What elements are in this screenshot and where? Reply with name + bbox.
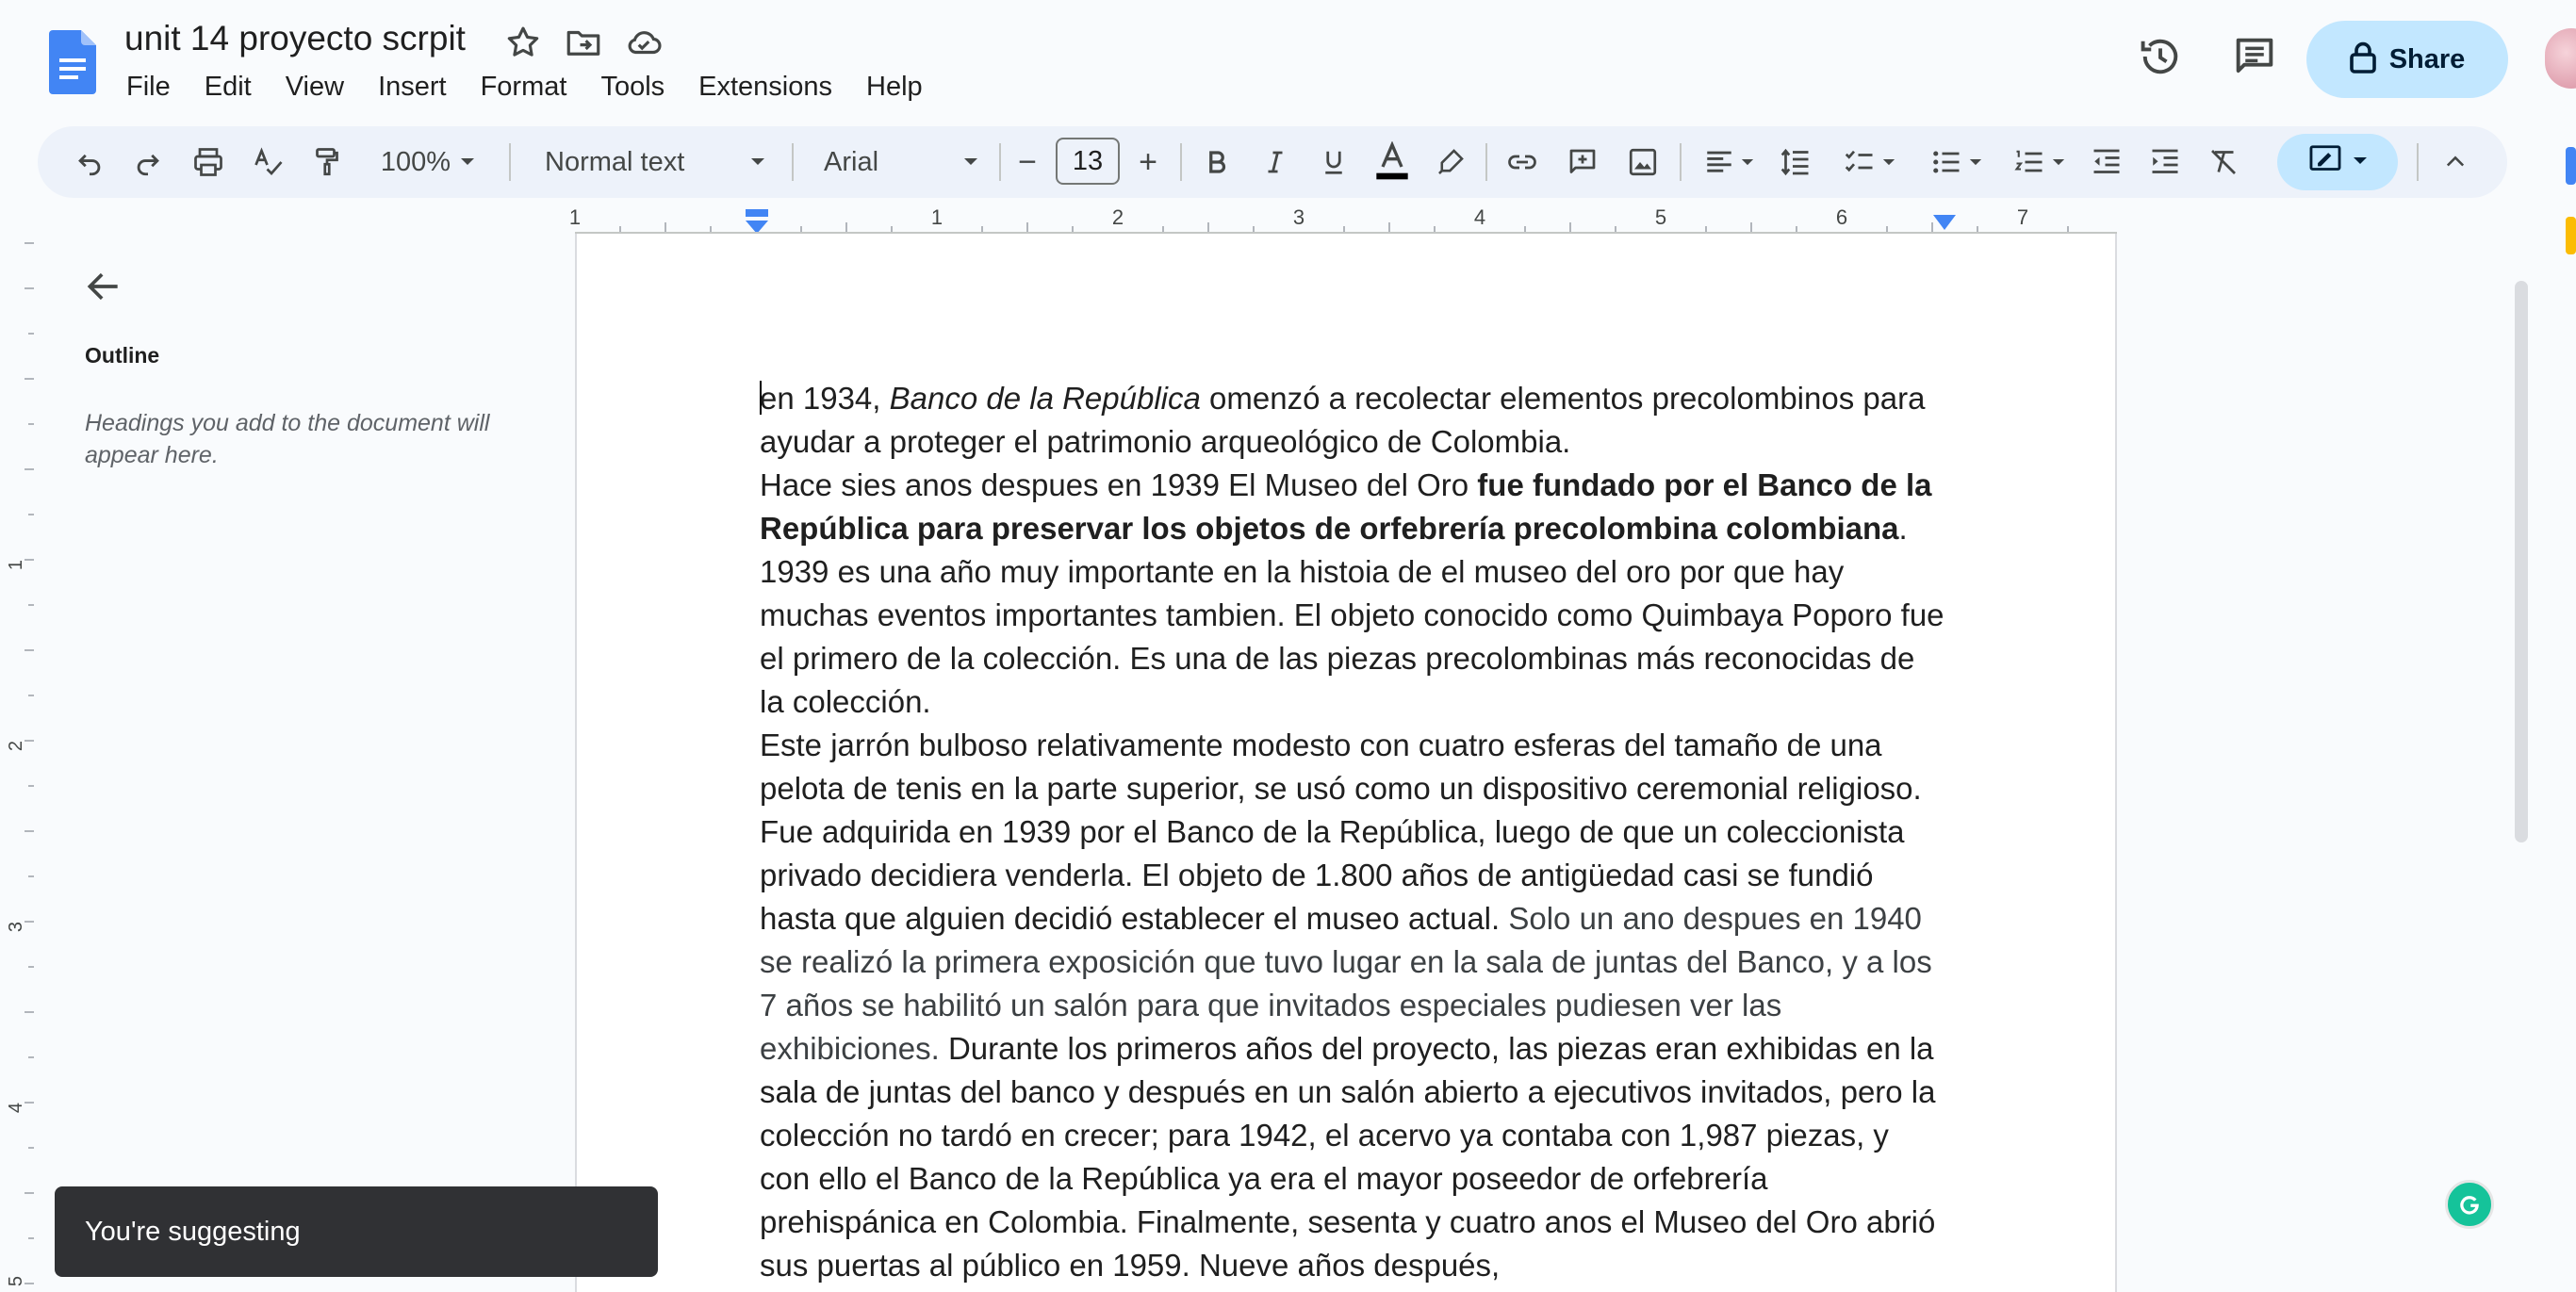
numbered-list-icon <box>2012 145 2046 179</box>
bulleted-list-icon <box>1929 145 1963 179</box>
vruler-mark: 3 <box>6 921 27 933</box>
insert-image-icon[interactable] <box>1619 136 1666 188</box>
decrease-indent-icon[interactable] <box>2083 136 2130 188</box>
chevron-down-icon <box>1741 158 1754 167</box>
toolbar-divider <box>1680 143 1682 181</box>
chevron-down-icon <box>1969 158 1982 167</box>
horizontal-ruler[interactable] <box>568 202 2117 234</box>
scrollbar-thumb[interactable] <box>2515 281 2528 842</box>
ruler-mark: 5 <box>1654 205 1667 229</box>
vruler-mark: 4 <box>6 1102 27 1114</box>
vruler-mark: 1 <box>6 559 27 571</box>
numbered-list-select[interactable] <box>1998 136 2079 188</box>
toolbar-divider <box>2417 143 2419 181</box>
menu-view[interactable]: View <box>285 72 345 102</box>
star-icon[interactable] <box>503 23 543 62</box>
zoom-value: 100% <box>380 146 451 177</box>
paragraph-text: en 1934, <box>760 381 890 416</box>
text-color-icon[interactable] <box>1369 136 1416 188</box>
avatar[interactable] <box>2545 28 2576 89</box>
toast-text: You're suggesting <box>85 1216 301 1247</box>
chevron-down-icon <box>963 157 978 167</box>
chevron-down-icon <box>1882 158 1895 167</box>
hide-menus-icon[interactable] <box>2432 136 2479 188</box>
increase-indent-icon[interactable] <box>2141 136 2189 188</box>
increase-font-size-button[interactable] <box>1129 136 1167 188</box>
font-size-input[interactable]: 13 <box>1056 138 1120 185</box>
menu-extensions[interactable]: Extensions <box>698 72 832 102</box>
docs-logo-icon[interactable] <box>49 30 96 94</box>
comments-icon[interactable] <box>2230 32 2279 81</box>
document-body[interactable] <box>760 377 1947 1287</box>
vruler-ticks <box>0 234 38 1292</box>
grammarly-icon[interactable] <box>2445 1180 2494 1229</box>
line-spacing-icon[interactable] <box>1772 136 1819 188</box>
menu-format[interactable]: Format <box>480 72 567 102</box>
paragraph-text: Hace sies anos despues en 1939 El Museo del Oro <box>760 467 1478 502</box>
chevron-down-icon <box>2353 154 2368 171</box>
chevron-down-icon <box>750 157 765 167</box>
menu-file[interactable]: File <box>126 72 171 102</box>
move-folder-icon[interactable] <box>564 23 603 62</box>
menu-bar <box>109 70 940 109</box>
menu-insert[interactable]: Insert <box>378 72 447 102</box>
toolbar-divider <box>1180 143 1182 181</box>
cloud-status-icon[interactable] <box>624 23 664 62</box>
italic-text: Banco de la República <box>889 381 1201 416</box>
zoom-select[interactable] <box>369 136 486 188</box>
highlight-color-icon[interactable] <box>1427 136 1474 188</box>
checklist-select[interactable] <box>1829 136 1910 188</box>
lock-icon <box>2350 41 2376 78</box>
bold-text: fue fundado por el Banco de la República para preservar los objetos de orfebrería precolombina colombiana <box>760 467 1932 546</box>
toolbar-divider <box>509 143 511 181</box>
toolbar-divider <box>792 143 794 181</box>
side-panel-calendar-icon[interactable] <box>2566 147 2576 185</box>
redo-icon[interactable] <box>124 136 172 188</box>
suggesting-mode-icon <box>2307 142 2343 183</box>
vertical-ruler[interactable] <box>0 234 38 1292</box>
document-title[interactable]: unit 14 proyecto scrpit <box>124 19 466 57</box>
paragraph-text: Durante los primeros años del proyecto, las piezas eran exhibidas en la sala de juntas del banco y después en un salón abierto a ejecutivos invitados, pero la colección no tardó en crecer; para 1942, el acervo ya contaba con 1,987 piezas, y con ello el Banco de la República ya era el mayor poseedor de orfebrería prehispánica en Colombia. Finalmente, sesenta y cuatro anos el Museo del Oro abrió sus puertas al público en 1959. Nueve años después, <box>760 1031 1936 1283</box>
underline-icon[interactable] <box>1310 136 1357 188</box>
ruler-mark: 7 <box>2016 205 2029 229</box>
paragraph-text: Este jarrón bulboso relativamente modesto con cuatro esferas del tamaño de una pelota de tenis en la parte superior, se usó como un dispositivo ceremonial religioso. Fue adquirida en 1939 por el Banco de la República, luego de que un coleccionista privado decidiera venderla. El objeto de 1.800 años de antigüedad casi se fundió hasta que alguien decidió establecer el museo actual. <box>760 728 1922 936</box>
chevron-down-icon <box>460 157 475 167</box>
insert-link-icon[interactable] <box>1499 136 1546 188</box>
bulleted-list-select[interactable] <box>1915 136 1996 188</box>
add-comment-icon[interactable] <box>1559 136 1606 188</box>
outline-title: Outline <box>85 343 160 368</box>
paint-format-icon[interactable] <box>304 136 351 188</box>
ruler-mark: 1 <box>568 205 582 229</box>
align-select[interactable] <box>1693 136 1764 188</box>
undo-icon[interactable] <box>66 136 113 188</box>
vruler-mark: 2 <box>6 740 27 752</box>
editing-mode-select[interactable] <box>2277 134 2398 190</box>
ruler-mark: 1 <box>930 205 943 229</box>
ruler-mark: 6 <box>1835 205 1848 229</box>
bold-icon[interactable] <box>1193 136 1240 188</box>
italic-icon[interactable] <box>1252 136 1299 188</box>
version-history-icon[interactable] <box>2136 32 2185 81</box>
vruler-mark: 5 <box>6 1275 27 1287</box>
suggesting-toast <box>55 1186 658 1277</box>
font-family-value: Arial <box>824 146 879 177</box>
font-family-select[interactable] <box>816 136 986 188</box>
close-outline-arrow-icon[interactable] <box>83 266 124 307</box>
paragraph[interactable] <box>760 464 1947 724</box>
menu-help[interactable]: Help <box>866 72 923 102</box>
paragraph-style-select[interactable] <box>537 136 773 188</box>
toolbar-divider <box>999 143 1001 181</box>
side-panel-keep-icon[interactable] <box>2566 217 2576 254</box>
paragraph-style-value: Normal text <box>545 146 685 177</box>
share-label: Share <box>2388 43 2466 74</box>
chevron-down-icon <box>2052 158 2065 167</box>
ruler-mark: 3 <box>1292 205 1305 229</box>
checklist-icon <box>1843 145 1877 179</box>
plus-icon: + <box>1139 143 1157 180</box>
align-left-icon <box>1703 146 1735 178</box>
clear-formatting-icon[interactable] <box>2200 136 2247 188</box>
document-page[interactable] <box>575 234 2117 1292</box>
suggested-text: Solo un ano despues en 1940 se realizó la primera exposición que tuvo lugar en la sala de juntas del Banco, y a los 7 años se habilitó un salón para que invitados especiales pudiesen ver las exhibiciones. <box>760 901 1932 1066</box>
paragraph-text: . 1939 es una año muy importante en la histoia de el museo del oro por que hay muchas eventos importantes tambien. El objeto conocido como Quimbaya Poporo fue el primero de la colección. Es una de las piezas precolombinas más reconocidas de la colección. <box>760 511 1944 719</box>
spellcheck-icon[interactable] <box>245 136 292 188</box>
formatting-toolbar <box>38 126 2507 198</box>
print-icon[interactable] <box>185 136 232 188</box>
paragraph[interactable] <box>760 377 1947 464</box>
decrease-font-size-button[interactable] <box>1009 136 1046 188</box>
ruler-ticks <box>575 202 2117 234</box>
ruler-mark: 4 <box>1473 205 1486 229</box>
outline-hint: Headings you add to the document will appear here. <box>85 410 490 468</box>
ruler-mark: 2 <box>1111 205 1124 229</box>
paragraph-text: omenzó a recolectar elementos precolombinos para ayudar a proteger el patrimonio arqueológico de Colombia. <box>760 381 1926 459</box>
menu-edit[interactable]: Edit <box>204 72 252 102</box>
toolbar-divider <box>1485 143 1487 181</box>
menu-tools[interactable]: Tools <box>600 72 665 102</box>
title-bar <box>0 0 2576 115</box>
minus-icon: − <box>1018 143 1037 180</box>
share-button[interactable] <box>2306 21 2508 98</box>
paragraph[interactable] <box>760 724 1947 1287</box>
